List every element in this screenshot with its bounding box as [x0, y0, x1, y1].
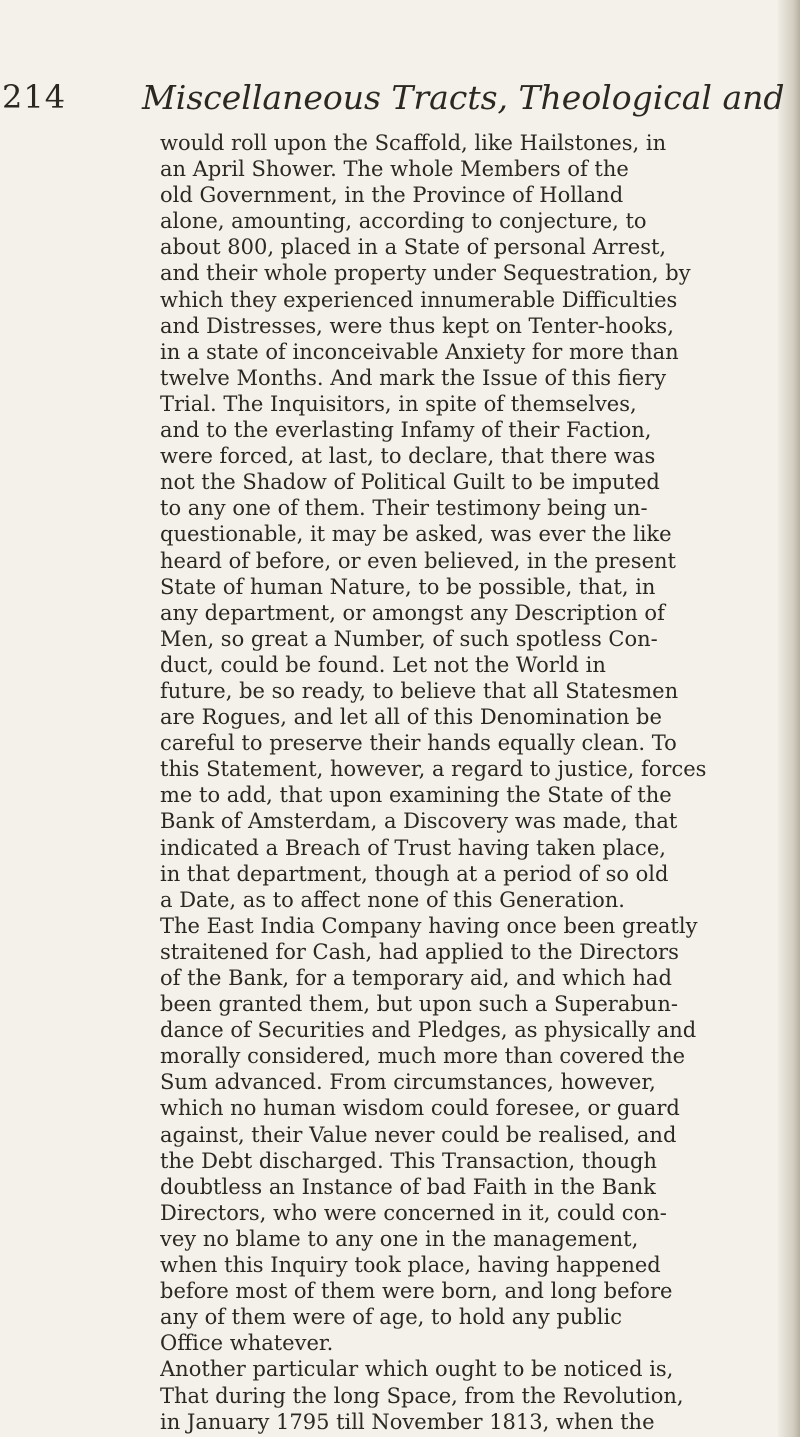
text-line: dance of Securities and Pledges, as physically and [160, 1018, 697, 1043]
text-line: vey no blame to any one in the management, [160, 1226, 639, 1251]
text-line: The East India Company having once been greatly [160, 913, 698, 938]
text-line: questionable, it may be asked, was ever the like [160, 522, 672, 547]
text-line: which no human wisdom could foresee, or guard [160, 1096, 680, 1121]
text-line: which they experienced innumerable Difficulties [160, 287, 678, 312]
text-line: any department, or amongst any Description of [160, 600, 665, 625]
text-line: in that department, though at a period of so old [160, 861, 669, 886]
text-line: in January 1795 till November 1813, when the [160, 1409, 655, 1434]
text-line: twelve Months. And mark the Issue of this fiery [160, 365, 667, 390]
text-line: indicated a Breach of Trust having taken place, [160, 835, 666, 860]
body-text [160, 130, 770, 1435]
page-edge [778, 0, 800, 1437]
text-line: Directors, who were concerned in it, could con- [160, 1200, 667, 1225]
text-line: alone, amounting, according to conjecture, to [160, 209, 647, 234]
text-line: Men, so great a Number, of such spotless Con- [160, 626, 658, 651]
text-line: a Date, as to affect none of this Generation. [160, 887, 625, 912]
text-line: and Distresses, were thus kept on Tenter-hooks, [160, 313, 674, 338]
text-line: future, be so ready, to believe that all Statesmen [160, 678, 679, 703]
text-line: That during the long Space, from the Revolution, [160, 1383, 684, 1408]
text-line: and to the everlasting Infamy of their Faction, [160, 418, 652, 443]
text-line: before most of them were born, and long before [160, 1279, 673, 1304]
text-line: State of human Nature, to be possible, that, in [160, 574, 656, 599]
text-line: of the Bank, for a temporary aid, and which had [160, 966, 672, 990]
text-line: me to add, that upon examining the State of the [160, 783, 672, 808]
text-line: Sum advanced. From circumstances, however, [160, 1070, 656, 1095]
text-line: are Rogues, and let all of this Denomination be [160, 705, 662, 730]
text-line: old Government, in the Province of Holland [160, 183, 624, 208]
page-header [0, 78, 800, 128]
text-line: been granted them, but upon such a Superabun- [160, 992, 678, 1017]
text-line: not the Shadow of Political Guilt to be imputed [160, 470, 660, 495]
text-line: Office whatever. [160, 1331, 334, 1356]
text-line: morally considered, much more than covered the [160, 1044, 686, 1069]
text-line: heard of before, or even believed, in the present [160, 548, 676, 573]
running-head: Miscellaneous Tracts, Theological and [142, 78, 785, 117]
text-line: and their whole property under Sequestration, by [160, 261, 691, 286]
text-line: against, their Value never could be realised, and [160, 1122, 677, 1147]
text-line: in a state of inconceivable Anxiety for more than [160, 339, 679, 364]
text-line: an April Shower. The whole Members of the [160, 157, 629, 182]
text-line: the Debt discharged. This Transaction, though [160, 1148, 657, 1173]
text-line: when this Inquiry took place, having happened [160, 1253, 661, 1278]
text-line: were forced, at last, to declare, that there was [160, 444, 656, 469]
text-line: Bank of Amsterdam, a Discovery was made, that [160, 809, 678, 834]
text-line: careful to preserve their hands equally clean. To [160, 731, 677, 756]
page-number: 214 [2, 78, 67, 116]
text-line: about 800, placed in a State of personal Arrest, [160, 235, 667, 260]
text-line: to any one of them. Their testimony being un- [160, 496, 648, 521]
text-line: this Statement, however, a regard to justice, forces [160, 757, 707, 782]
text-line: would roll upon the Scaffold, like Hailstones, in [160, 131, 667, 155]
text-line: Another particular which ought to be noticed is, [160, 1357, 674, 1382]
text-line: doubtless an Instance of bad Faith in the Bank [160, 1174, 656, 1199]
text-line: straitened for Cash, had applied to the Directors [160, 939, 679, 964]
text-line: duct, could be found. Let not the World in [160, 652, 606, 677]
text-line: Trial. The Inquisitors, in spite of themselves, [160, 391, 637, 416]
text-line: any of them were of age, to hold any public [160, 1305, 622, 1330]
